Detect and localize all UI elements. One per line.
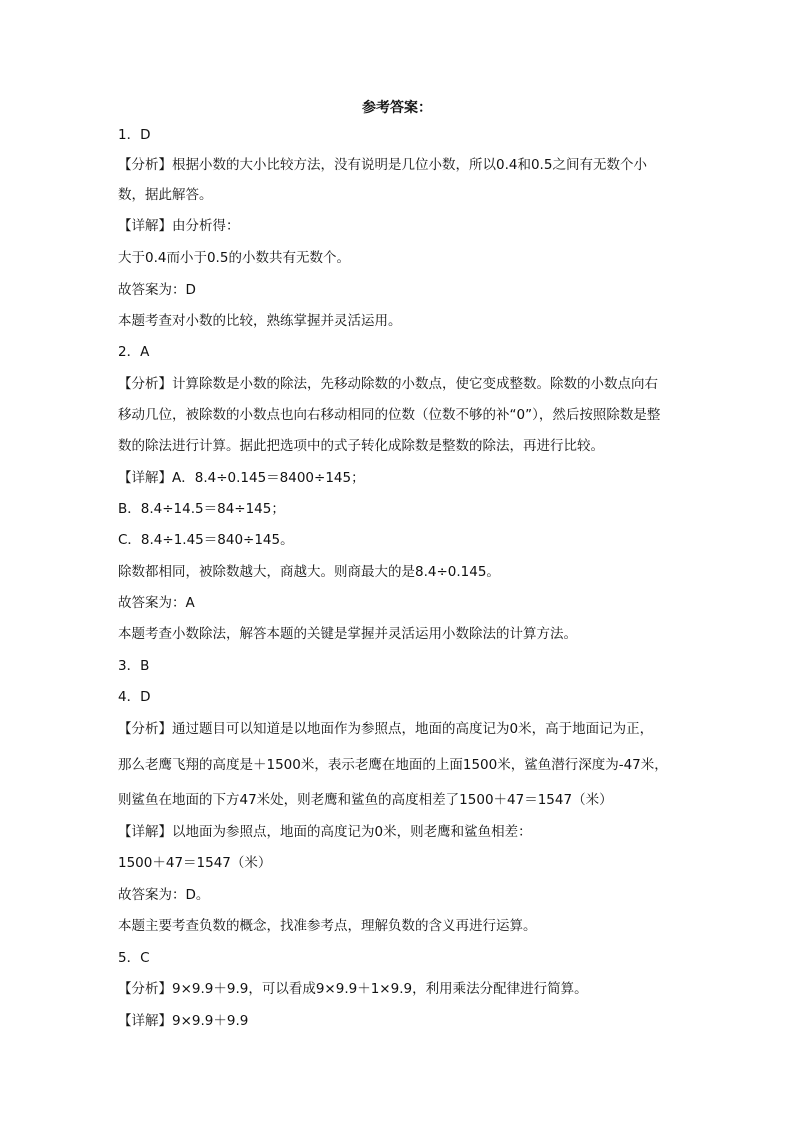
answer-1: 故答案为：D — [118, 282, 196, 298]
detail-1-line-2: 大于0.4而小于0.5的小数共有无数个。 — [118, 250, 350, 266]
detail-1-line-1: 【详解】由分析得： — [118, 218, 240, 234]
detail-2-line-1: 【详解】A．8.4÷0.145＝8400÷145； — [118, 470, 365, 486]
analysis-4-line-2: 那么老鹰飞翔的高度是＋1500米，表示老鹰在地面的上面1500米，鲨鱼潜行深度为-47米， — [118, 757, 668, 773]
page-title: 参考答案： — [362, 100, 432, 116]
answer-4: 故答案为：D。 — [118, 887, 210, 903]
analysis-4-line-3: 则鲨鱼在地面的下方47米处，则老鹰和鲨鱼的高度相差了1500＋47＝1547（米） — [118, 792, 613, 808]
detail-2-line-2: B．8.4÷14.5＝84÷145； — [118, 501, 285, 517]
comment-4: 本题主要考查负数的概念，找准参考点，理解负数的含义再进行运算。 — [118, 918, 537, 934]
answer-number-4: 4．D — [118, 689, 151, 705]
analysis-2-line-1: 【分析】计算除数是小数的除法，先移动除数的小数点，使它变成整数。除数的小数点向右 — [118, 376, 658, 392]
answer-number-1: 1．D — [118, 127, 151, 143]
answer-number-3: 3．B — [118, 658, 150, 674]
analysis-1-line-2: 数，据此解答。 — [118, 187, 213, 203]
analysis-4-line-1: 【分析】通过题目可以知道是以地面作为参照点，地面的高度记为0米，高于地面记为正， — [118, 721, 654, 737]
analysis-2-line-3: 数的除法进行计算。据此把选项中的式子转化成除数是整数的除法，再进行比较。 — [118, 438, 604, 454]
detail-5-line-1: 【详解】9×9.9＋9.9 — [118, 1013, 249, 1029]
detail-4-line-1: 【详解】以地面为参照点，地面的高度记为0米，则老鹰和鲨鱼相差： — [118, 824, 532, 840]
analysis-5-line-1: 【分析】9×9.9＋9.9，可以看成9×9.9＋1×9.9，利用乘法分配律进行简算。 — [118, 981, 588, 997]
detail-4-line-2: 1500＋47＝1547（米） — [118, 855, 272, 871]
detail-2-line-4: 除数都相同，被除数越大，商越大。则商最大的是8.4÷0.145。 — [118, 564, 500, 580]
analysis-2-line-2: 移动几位，被除数的小数点也向右移动相同的位数（位数不够的补“0”），然后按照除数是整 — [118, 407, 661, 423]
answer-number-5: 5．C — [118, 950, 150, 966]
answer-number-2: 2．A — [118, 344, 150, 360]
comment-2: 本题考查小数除法，解答本题的关键是掌握并灵活运用小数除法的计算方法。 — [118, 626, 577, 642]
analysis-1-line-1: 【分析】根据小数的大小比较方法，没有说明是几位小数，所以0.4和0.5之间有无数个小 — [118, 157, 647, 173]
comment-1: 本题考查对小数的比较，熟练掌握并灵活运用。 — [118, 313, 402, 329]
answer-2: 故答案为：A — [118, 595, 195, 611]
detail-2-line-3: C．8.4÷1.45＝840÷145。 — [118, 532, 294, 548]
